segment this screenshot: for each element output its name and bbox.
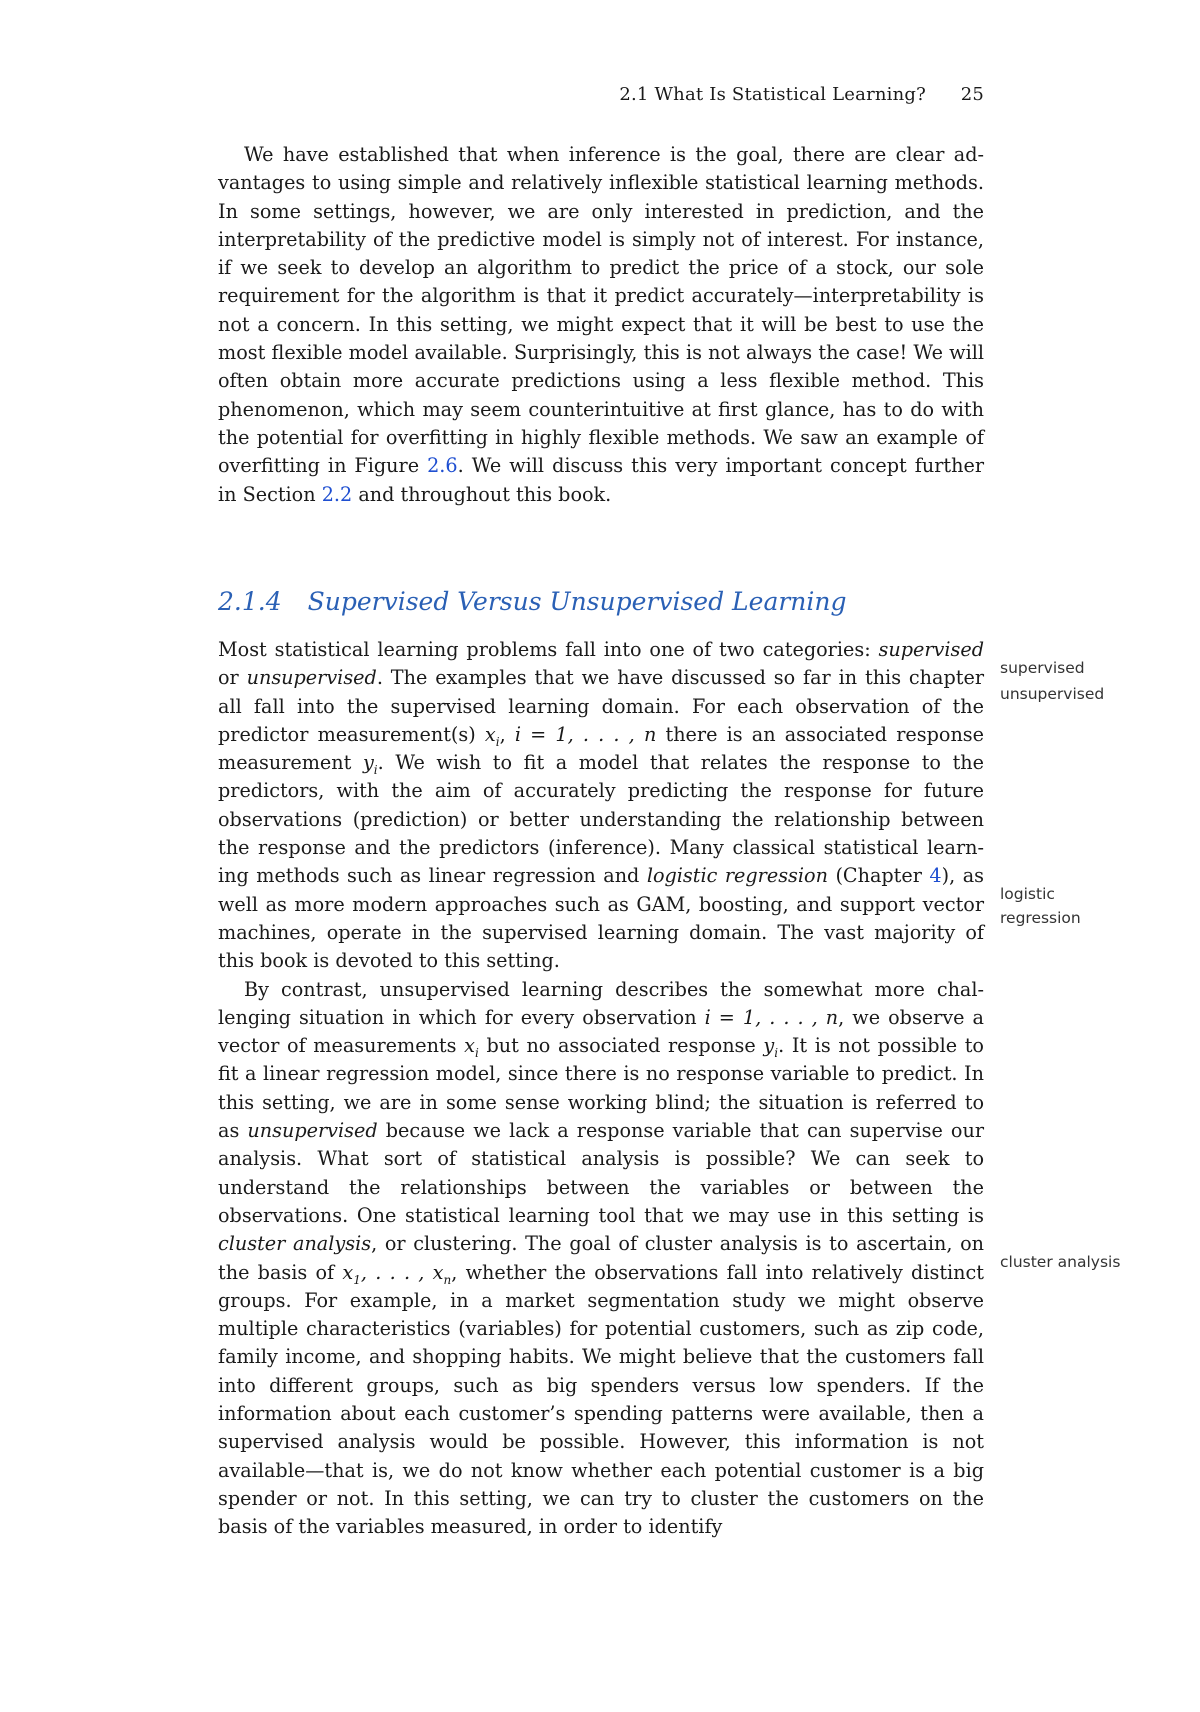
term-unsupervised: unsupervised — [246, 666, 377, 690]
math-y-symbol: y — [763, 1034, 775, 1058]
margin-note-unsupervised: unsupervised — [1000, 685, 1105, 703]
section-heading — [218, 586, 984, 618]
margin-note-supervised: supervised — [1000, 659, 1085, 677]
margin-note-cluster-analysis: cluster analysis — [1000, 1253, 1121, 1271]
math-y — [362, 751, 378, 778]
section-title: Supervised Versus Unsupervised Learning — [307, 587, 847, 616]
math-x — [464, 1034, 479, 1060]
p2-t6: . We wish to fit a model that relates the response to the predictors, with the aim of accurately predicting the response for future observations (prediction) or better understanding the relationship between the response and the predictors (inference). Many classical statistical learning methods such as linear regression and — [218, 751, 984, 888]
math-subscript: 1 — [353, 1272, 361, 1287]
term-unsupervised: unsupervised — [247, 1119, 378, 1143]
math-index-range: i = 1, . . . , n — [704, 1005, 839, 1029]
p1-text-c: and throughout this book. — [352, 482, 612, 506]
math-dots: , . . . , — [360, 1260, 433, 1284]
p2-t1: Most statistical learning problems fall into one of two categories: — [218, 638, 879, 661]
p3-t2: , we observe a vector of measurements — [218, 1005, 984, 1058]
p2-t3: . The examples that we have discussed so far in this chapter all fall into the supervised learning domain. For each observation of the predictor measurement(s) — [218, 666, 984, 746]
p2-t5: there is an associated response measurement — [218, 722, 985, 775]
math-y-symbol: y — [362, 751, 374, 775]
section-number: 2.1.4 — [218, 587, 282, 616]
math-x-range — [342, 1260, 452, 1287]
math-x — [484, 722, 500, 749]
math-subscript: i — [774, 1045, 779, 1060]
math-subscript: i — [474, 1045, 479, 1060]
math-xn-symbol: x — [432, 1260, 444, 1284]
math-x1-symbol: x — [342, 1260, 354, 1284]
term-cluster-analysis: cluster analysis — [218, 1232, 372, 1256]
math-subscript: i — [495, 734, 500, 749]
p3-t3: but no associated response — [478, 1034, 764, 1058]
section-2-2-link[interactable]: 2.2 — [321, 482, 353, 506]
math-subscript: n — [443, 1272, 452, 1287]
term-supervised: supervised — [878, 638, 984, 661]
term-logistic-regression: logistic regression — [646, 864, 828, 888]
p3-t4: . It is not possible to fit a linear regression model, since there is no response variable to predict. In this setting, we are in some sense working blind; the situation is referred to as — [218, 1034, 984, 1143]
running-head — [218, 84, 984, 105]
chapter-4-link[interactable]: 4 — [929, 864, 942, 888]
p3-t5: because we lack a response variable that can supervise our analysis. What sort of statistical analysis is possible? We can seek to understand the relationships between the variables or between the observations. One statistical learning tool that we may use in this setting is — [218, 1119, 984, 1227]
p3-t1: By contrast, unsupervised learning describes the somewhat more challenging situation in which for every observation — [218, 977, 984, 1029]
running-head-title: 2.1 What Is Statistical Learning? — [619, 84, 926, 105]
math-x-symbol: x — [464, 1034, 475, 1058]
paragraph-overfitting — [218, 141, 984, 509]
paragraph-unsupervised — [218, 976, 984, 1542]
math-subscript: i — [373, 763, 378, 778]
p1-text-a: We have established that when inference is the goal, there are clear advantages to using simple and relatively inflexible statistical learning methods. In some settings, however, we are only interested in prediction, and the interpretability of the predictive model is simply not of interest. For instance, if we seek to develop an algorithm to predict the price of a stock, our sole requirement for the algorithm is that it predict accurately—interpretability is not a concern. In this setting, we might expect that it will be best to use the most flexible model available. Surprisingly, this is not always the case! We will often obtain more accurate predictions using a less flexible method. This phenomenon, which may seem counterintuitive at first glance, has to do with the potential for overfitting in highly flexible methods. We saw an example of overfitting in Figure — [218, 143, 984, 478]
p3-t6: , or clustering. The goal of cluster analysis is to ascertain, on the basis of — [218, 1232, 985, 1284]
p2-t8: ), as well as more modern approaches such as GAM, boosting, and support vector machines, operate in the supervised learning domain. The vast majority of this book is devoted to this setting. — [218, 864, 984, 973]
paragraph-supervised — [218, 636, 984, 976]
math-y — [763, 1034, 779, 1060]
math-index-range: i = 1, . . . , n — [514, 722, 657, 746]
p3-t7: , whether the observations fall into relatively distinct groups. For example, in a market segmentation study we might observe multiple characteristics (variables) for potential customers, such as zip code, family income, and shopping habits. We might believe that the customers fall into different groups, such as big spenders versus low spenders. If the information about each customer’s spending patterns were available, then a supervised analysis would be possible. However, this information is not available—that is, we do not know whether each potential customer is a big spender or not. In this setting, we can try to cluster the customers on the basis of the variables measured, in order to identify — [218, 1260, 984, 1539]
p2-t7: (Chapter — [827, 864, 930, 888]
p1-text-b: . We will discuss this very important concept further in Section — [218, 454, 985, 506]
section-body — [218, 636, 984, 1542]
math-x-symbol: x — [484, 722, 496, 746]
p2-t4: , — [499, 722, 515, 746]
figure-2-6-link[interactable]: 2.6 — [427, 454, 458, 478]
margin-note-logistic-regression: logistic regression — [1000, 885, 1081, 927]
page-number: 25 — [960, 84, 984, 105]
p2-t2: or — [218, 666, 247, 690]
